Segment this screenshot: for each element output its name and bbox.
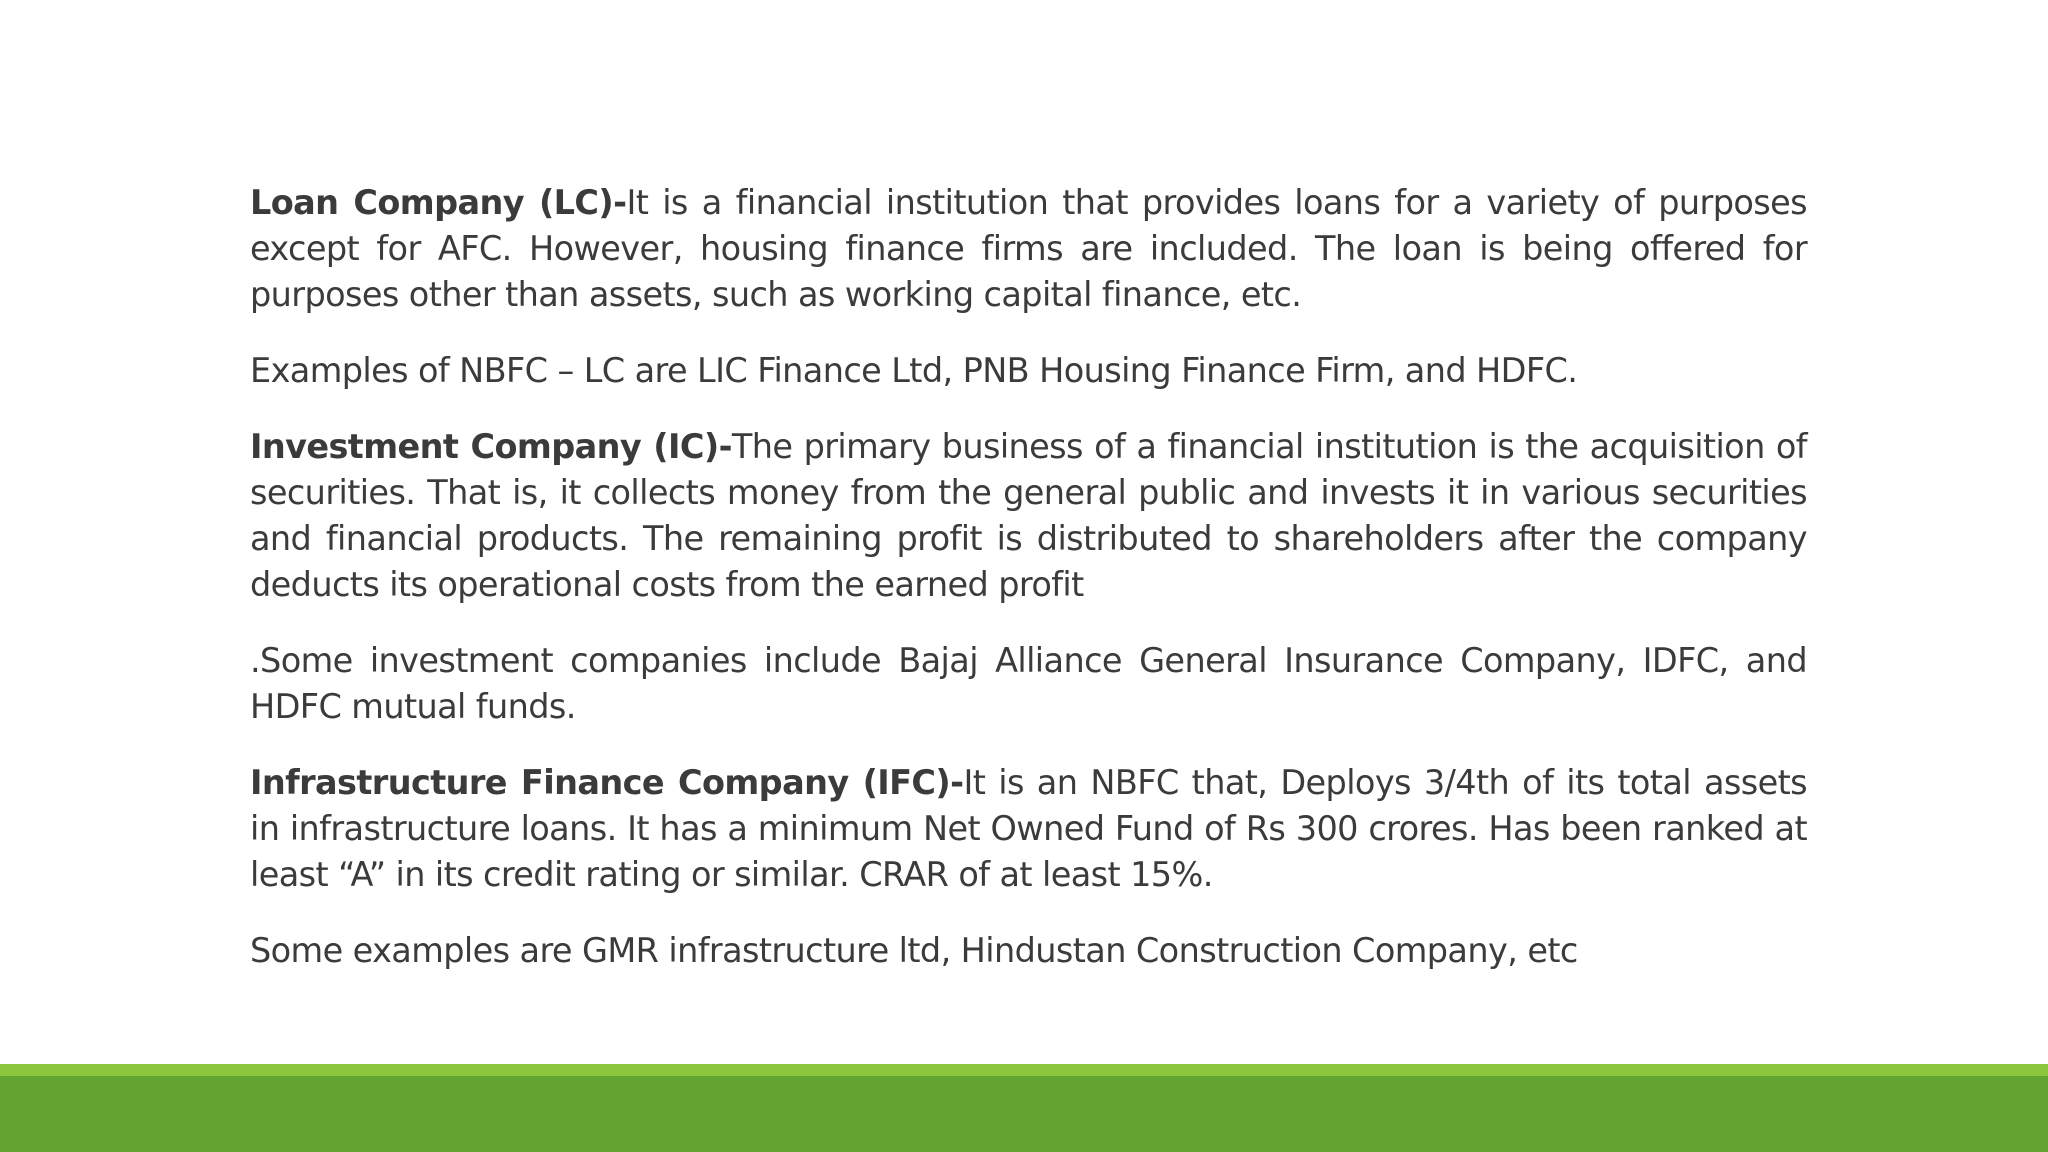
paragraph-infrastructure-finance-company xyxy=(250,760,1807,898)
definition-infrastructure-finance-company: It is an NBFC that, Deploys 3/4th of its total assets in infrastructure loans. It has a minimum Net Owned Fund of Rs 300 crores. Has been ranked at least “A” in its credit rating or similar. CRAR of at least 15%. xyxy=(250,763,1808,894)
footer-bar xyxy=(0,1076,2048,1152)
definition-investment-company: The primary business of a financial institution is the acquisition of securities. That is, it collects money from the general public and invests it in various securities and financial products. The remaining profit is distributed to shareholders after the company deducts its operational costs from the earned profit xyxy=(250,427,1807,604)
footer-accent-stripe xyxy=(0,1064,2048,1076)
paragraph-loan-company xyxy=(250,180,1807,318)
term-infrastructure-finance-company: Infrastructure Finance Company (IFC)- xyxy=(250,763,964,802)
paragraph-investment-company-examples: .Some investment companies include Bajaj Alliance General Insurance Company, IDFC, and HDFC mutual funds. xyxy=(250,641,1807,726)
term-loan-company: Loan Company (LC)- xyxy=(250,183,627,222)
term-investment-company: Investment Company (IC)- xyxy=(250,427,732,466)
paragraph-investment-company xyxy=(250,424,1807,608)
definition-loan-company: It is a financial institution that provides loans for a variety of purposes except for AFC. However, housing finance firms are included. The loan is being offered for purposes other than assets, such as working capital finance, etc. xyxy=(250,183,1807,314)
paragraph-infrastructure-finance-company-examples: Some examples are GMR infrastructure ltd, Hindustan Construction Company, etc xyxy=(250,931,1578,970)
paragraph-loan-company-examples: Examples of NBFC – LC are LIC Finance Ltd, PNB Housing Finance Firm, and HDFC. xyxy=(250,351,1578,390)
slide-body xyxy=(250,180,1807,1004)
